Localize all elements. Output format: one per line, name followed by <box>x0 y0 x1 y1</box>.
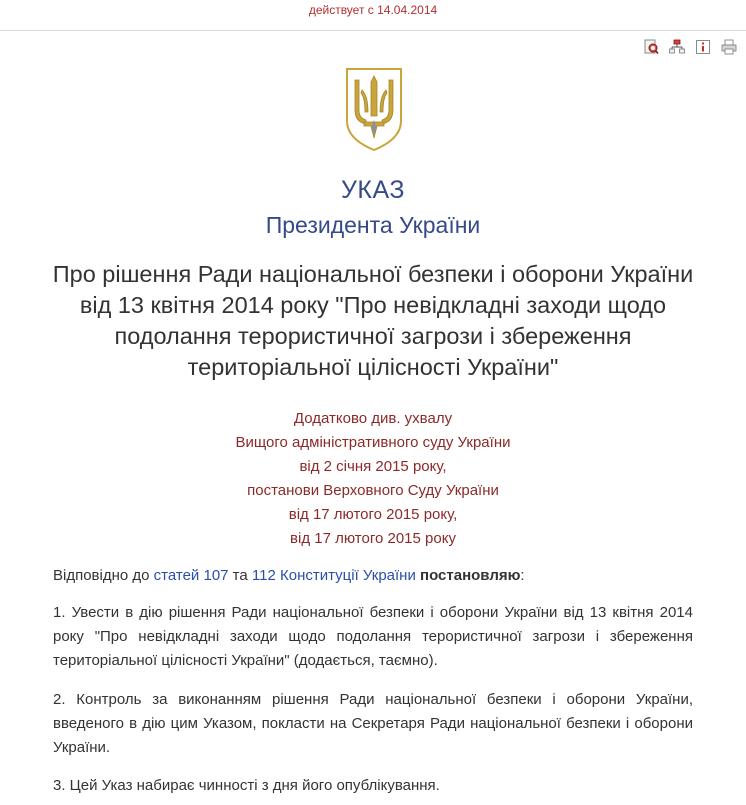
document-issuer: Президента України <box>265 212 481 238</box>
see-also-line: Додатково див. ухвалу <box>293 410 453 427</box>
see-also-line: від 17 лютого 2015 року, <box>288 506 458 523</box>
article-2-paragraph: 2. Контроль за виконанням рішення Ради національної безпеки і оборони України, введеного в дію цим Указом, покласти на Секретаря Ради національної безпеки і оборони України. <box>53 691 693 756</box>
info-icon[interactable] <box>694 38 712 56</box>
see-also-note <box>0 407 746 551</box>
print-icon[interactable] <box>720 38 738 56</box>
article-3-paragraph: 3. Цей Указ набирає чинності з дня його опублікування. <box>53 777 440 794</box>
preamble-prefix: Відповідно до <box>53 567 154 584</box>
see-also-line: від 17 лютого 2015 року <box>290 530 456 547</box>
preamble-paragraph <box>53 564 693 588</box>
header-divider <box>0 30 746 31</box>
document-type: УКАЗ <box>341 176 405 204</box>
document-title: Про рішення Ради національної безпеки і оборони України від 13 квітня 2014 року "Про невідкладні заходи щодо подолання терористичної загрози і збереження територіальної цілісності України" <box>52 261 694 380</box>
structure-icon[interactable] <box>668 38 686 56</box>
see-also-line: Вищого адміністративного суду України <box>235 434 511 451</box>
search-doc-icon[interactable] <box>642 38 660 56</box>
constitution-article-112-link[interactable]: 112 Конституції України <box>251 567 416 584</box>
document-status-text: действует с 14.04.2014 <box>308 3 438 17</box>
document-toolbar <box>642 38 738 56</box>
preamble-conjunction: та <box>228 567 252 584</box>
article-107-link[interactable]: статей 107 <box>153 567 229 584</box>
trident-coat-of-arms <box>344 66 404 152</box>
see-also-line: постанови Верховного Суду України <box>247 482 499 499</box>
see-also-line: від 2 січня 2015 року, <box>299 458 447 475</box>
article-1-paragraph: 1. Увести в дію рішення Ради національної безпеки і оборони України від 13 квітня 2014 року "Про невідкладні заходи щодо подолання терористичної загрози і збереження територіальної цілісності України" (додається, таємно). <box>53 604 693 669</box>
decree-verb: постановляю <box>420 567 521 584</box>
document-status <box>0 3 746 17</box>
preamble-colon: : <box>520 567 525 584</box>
